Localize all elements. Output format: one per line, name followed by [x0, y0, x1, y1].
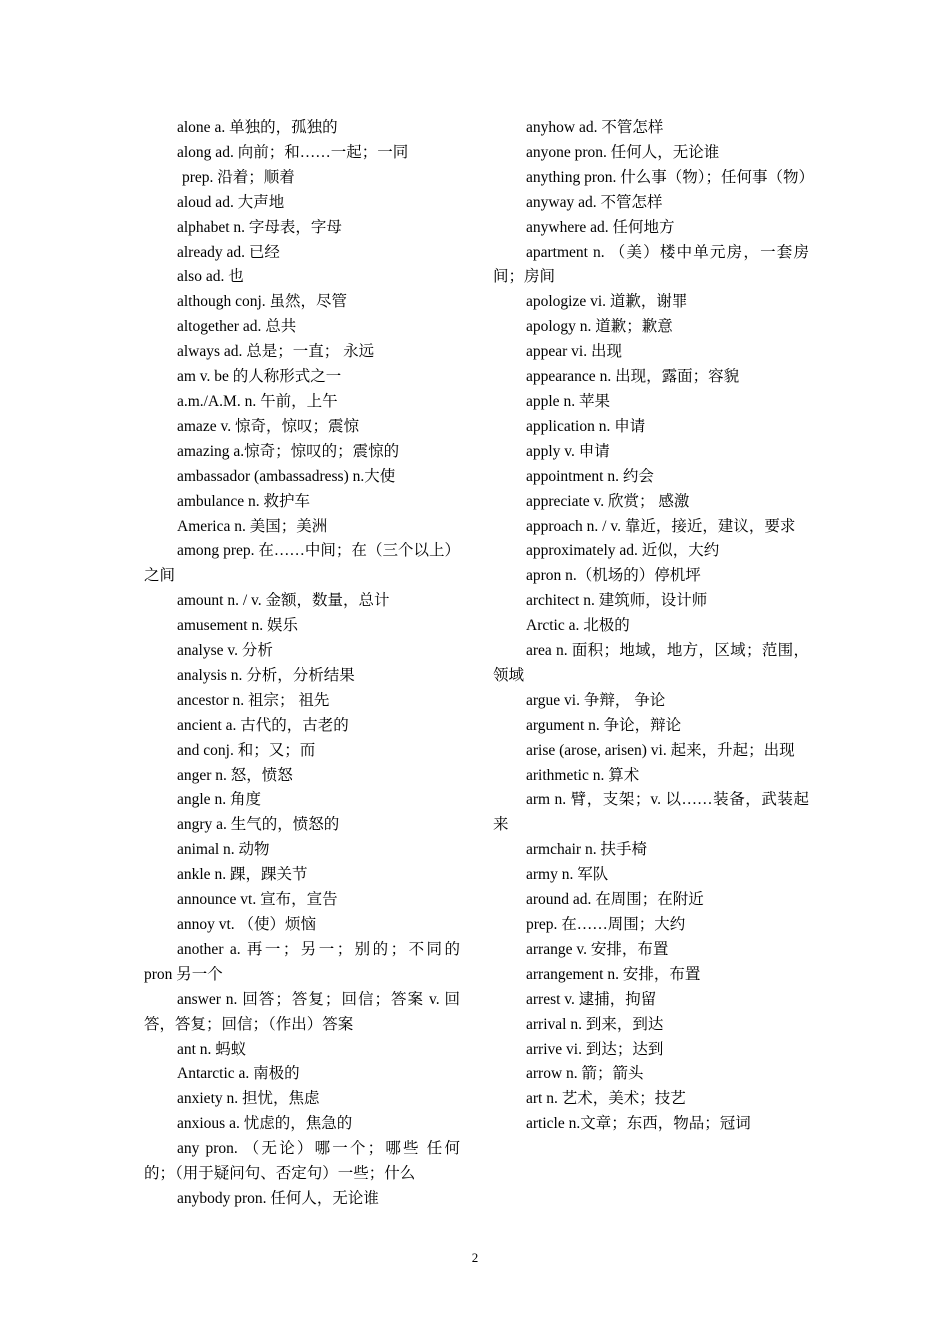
entry: art n. 艺术，美术；技艺 — [526, 1090, 686, 1108]
entry: altogether ad. 总共 — [177, 318, 297, 336]
entry: along ad. 向前；和……一起；一同 — [177, 143, 409, 161]
entry: prep. 在……周围；大约 — [526, 916, 686, 933]
entry: already ad. 已经 — [177, 243, 280, 261]
entry: and conj. 和；又；而 — [177, 741, 316, 759]
entry: application n. 申请 — [526, 417, 646, 435]
entry: anyone pron. 任何人，无论谁 — [526, 143, 720, 161]
entry: apron n.（机场的）停机坪 — [526, 567, 701, 585]
entry: angle n. 角度 — [177, 791, 261, 809]
entry: arrangement n. 安排，布置 — [526, 965, 701, 983]
entry: amusement n. 娱乐 — [177, 617, 298, 635]
entry: apology n. 道歉；歉意 — [526, 318, 673, 336]
entry: prep. 沿着；顺着 — [182, 168, 295, 186]
entry: always ad. 总是；一直； 永远 — [177, 343, 375, 361]
entry: analyse v. 分析 — [177, 642, 273, 660]
entry: argument n. 争论，辩论 — [526, 716, 682, 734]
entry: arithmetic n. 算术 — [526, 766, 640, 784]
entry: amazing a.惊奇；惊叹的；震惊的 — [177, 442, 400, 460]
entry: anger n. 怒，愤怒 — [177, 766, 293, 784]
entry: architect n. 建筑师，设计师 — [526, 592, 708, 610]
page-number: 2 — [471, 1250, 479, 1265]
entry: alphabet n. 字母表，字母 — [177, 218, 342, 236]
entry: answer n. 回答；答复；回信；答案 v. 回答，答复；回信；（作出）答案 — [144, 990, 460, 1033]
entry: arrest v. 逮捕，拘留 — [526, 990, 657, 1008]
entry: article n.文章；东西，物品；冠词 — [526, 1115, 751, 1133]
entry: arrive vi. 到达；达到 — [526, 1040, 664, 1058]
entry: announce vt. 宣布，宣告 — [177, 891, 338, 909]
entry: am v. be 的人称形式之一 — [177, 368, 342, 386]
entry: appreciate v. 欣赏； 感激 — [526, 492, 690, 510]
entry: apple n. 苹果 — [526, 392, 610, 410]
entry: any pron. （无论）哪一个；哪些 任何的；（用于疑问句、否定句）一些；什么 — [144, 1140, 460, 1183]
entry: animal n. 动物 — [177, 841, 270, 859]
entry: approximately ad. 近似，大约 — [526, 542, 720, 560]
entry: anyway ad. 不管怎样 — [526, 193, 663, 211]
entry: appearance n. 出现，露面；容貌 — [526, 368, 740, 386]
entry: apply v. 申请 — [526, 442, 610, 460]
entry: anybody pron. 任何人，无论谁 — [177, 1189, 379, 1207]
entry: arrow n. 箭；箭头 — [526, 1065, 644, 1083]
entry: annoy vt. （使）烦恼 — [177, 916, 317, 933]
entry: also ad. 也 — [177, 268, 244, 286]
entry: argue vi. 争辩， 争论 — [526, 691, 666, 709]
entry: Arctic a. 北极的 — [526, 617, 630, 635]
entry: army n. 军队 — [526, 866, 609, 884]
entry: anywhere ad. 任何地方 — [526, 218, 675, 236]
entry: another a. 再一；另一；别的；不同的 pron 另一个 — [144, 940, 460, 983]
left-column — [144, 116, 460, 1212]
entry: although conj. 虽然，尽管 — [177, 293, 348, 311]
entry: analysis n. 分析，分析结果 — [177, 666, 355, 684]
entry: ant n. 蚂蚁 — [177, 1040, 247, 1058]
entry: amaze v. 惊奇，惊叹；震惊 — [177, 417, 359, 435]
entry: around ad. 在周围；在附近 — [526, 891, 704, 909]
entry: appear vi. 出现 — [526, 343, 622, 361]
entry: Antarctic a. 南极的 — [177, 1065, 300, 1083]
entry: America n. 美国；美洲 — [177, 517, 328, 535]
entry: arise (arose, arisen) vi. 起来，升起；出现 — [526, 741, 795, 759]
entry: ankle n. 踝，踝关节 — [177, 866, 308, 884]
entry: armchair n. 扶手椅 — [526, 841, 647, 859]
entry: arrival n. 到来，到达 — [526, 1015, 664, 1033]
right-column — [493, 116, 815, 1137]
entry: apologize vi. 道歉，谢罪 — [526, 293, 688, 311]
entry: alone a. 单独的，孤独的 — [177, 119, 338, 136]
entry: anxious a. 忧虑的，焦急的 — [177, 1115, 353, 1133]
entry: approach n. / v. 靠近，接近，建议，要求 — [526, 517, 796, 535]
entry: angry a. 生气的，愤怒的 — [177, 816, 340, 834]
entry: area n. 面积；地域，地方，区域；范围，领域 — [493, 642, 809, 684]
entry: ambulance n. 救护车 — [177, 492, 311, 510]
entry: aloud ad. 大声地 — [177, 193, 285, 211]
entry: ancestor n. 祖宗； 祖先 — [177, 691, 330, 709]
entry: arrange v. 安排，布置 — [526, 940, 669, 958]
entry: arm n. 臂，支架；v. 以……装备，武装起来 — [493, 791, 809, 834]
entry: apartment n. （美）楼中单元房，一套房间；房间 — [493, 243, 809, 286]
entry: among prep. 在……中间；在（三个以上）之间 — [144, 542, 460, 585]
entry: anxiety n. 担忧，焦虑 — [177, 1090, 320, 1108]
entry: ambassador (ambassadress) n.大使 — [177, 467, 396, 485]
entry: ancient a. 古代的，古老的 — [177, 716, 349, 734]
entry: anything pron. 什么事（物）；任何事（物） — [526, 168, 815, 186]
entry: amount n. / v. 金额，数量，总计 — [177, 592, 390, 610]
entry: appointment n. 约会 — [526, 467, 654, 485]
entry: a.m./A.M. n. 午前，上午 — [177, 392, 338, 410]
entry: anyhow ad. 不管怎样 — [526, 119, 664, 136]
